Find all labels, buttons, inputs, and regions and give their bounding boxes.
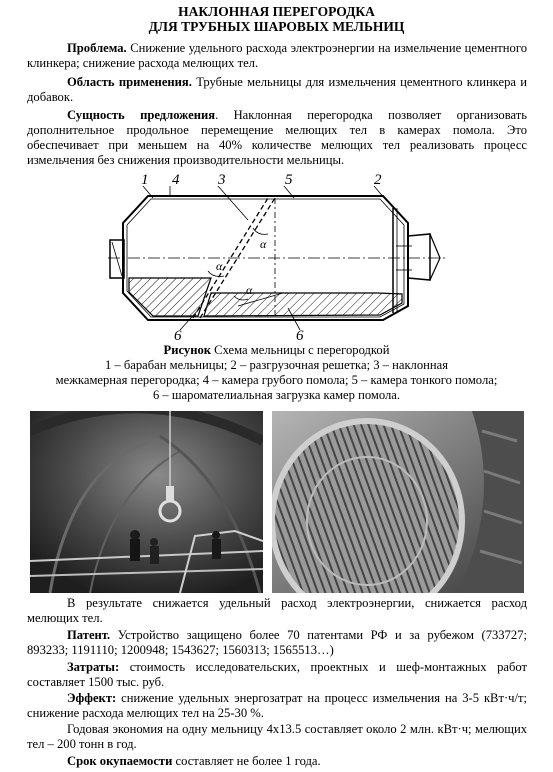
label-6-right: 6 — [296, 328, 304, 343]
problem-text: Снижение удельного расхода электроэнергии на измельчение цементного клинкера; снижение расхода мелющих тел. — [27, 41, 527, 70]
label-1: 1 — [141, 172, 149, 188]
result-paragraph: В результате снижается удельный расход электроэнергии, снижается расход мелющих тел. — [27, 596, 527, 625]
angle-label-1: α — [260, 237, 267, 251]
costs-text: стоимость исследовательских, проектных и шеф-монтажных работ составляет 1500 тыс. руб. — [27, 660, 527, 689]
essence-label: Сущность предложения — [67, 108, 216, 122]
figure-caption — [20, 343, 533, 358]
inlet-trunnion — [110, 240, 124, 278]
problem-paragraph — [27, 41, 527, 71]
outlet-trunnion — [408, 234, 440, 280]
mill-diagram — [108, 168, 445, 343]
costs-paragraph — [27, 660, 527, 690]
grinding-media-load — [129, 278, 402, 316]
patent-label: Патент. — [67, 628, 111, 642]
label-3: 3 — [218, 172, 226, 188]
photo-partition-grate — [272, 411, 524, 593]
label-5: 5 — [285, 172, 293, 188]
payback-text: составляет не более 1 года. — [175, 754, 321, 768]
figure-legend-1: 1 – барабан мельницы; 2 – разгрузочная решетка; 3 – наклонная — [104, 358, 449, 372]
label-4: 4 — [172, 172, 180, 188]
angle-label-2: α — [216, 259, 223, 273]
figure-caption-label: Рисунок — [163, 343, 212, 357]
label-2: 2 — [374, 172, 382, 188]
application-label: Область применения. — [67, 75, 192, 89]
figure-legend-2: межкамерная перегородка; 4 – камера грубого помола; 5 – камера тонкого помола; — [55, 373, 498, 387]
patent-text: Устройство защищено более 70 патентами РФ и за рубежом (733727; 893233; 1191110; 1200948; 1543627; 1560313; 1565513…) — [27, 628, 527, 657]
essence-paragraph — [27, 108, 527, 168]
angle-label-3: α — [246, 283, 253, 297]
costs-label: Затраты: — [67, 660, 120, 674]
payback-label: Срок окупаемости — [67, 754, 173, 768]
figure-legend-3: 6 – шаромателиальная загрузка камер помола. — [152, 388, 401, 402]
photo-mill-interior-workers — [30, 411, 263, 593]
effect-label: Эффект: — [67, 691, 117, 705]
figure-caption-text: Схема мельницы с перегородкой — [214, 343, 390, 357]
title-line-2: ДЛЯ ТРУБНЫХ ШАРОВЫХ МЕЛЬНИЦ — [148, 19, 405, 34]
payback-paragraph — [27, 754, 527, 769]
application-text: Трубные мельницы для измельчения цементного клинкера и добавок. — [27, 75, 527, 104]
essence-text: . Наклонная перегородка позволяет организовать дополнительное продольное перемещение мелющих тел в камерах помола. Это обеспечивает при меньшем на 40% количестве мелющих тел реализовать процесс измельчения без снижения производительности мельницы. — [27, 108, 527, 167]
effect-paragraph — [27, 691, 527, 721]
patent-paragraph — [27, 628, 527, 658]
effect-text: снижение удельных энергозатрат на процесс измельчения на 3-5 кВт·ч/т; снижение расхода мелющих тел на 25-30 %. — [27, 691, 527, 720]
problem-label: Проблема. — [67, 41, 127, 55]
title-line-1: НАКЛОННАЯ ПЕРЕГОРОДКА — [178, 4, 375, 19]
economy-paragraph: Годовая экономия на одну мельницу 4х13.5 составляет около 2 млн. кВт·ч; мелющих тел – 200 тонн в год. — [27, 722, 527, 751]
application-paragraph — [27, 75, 527, 105]
label-6-left: 6 — [174, 328, 182, 343]
